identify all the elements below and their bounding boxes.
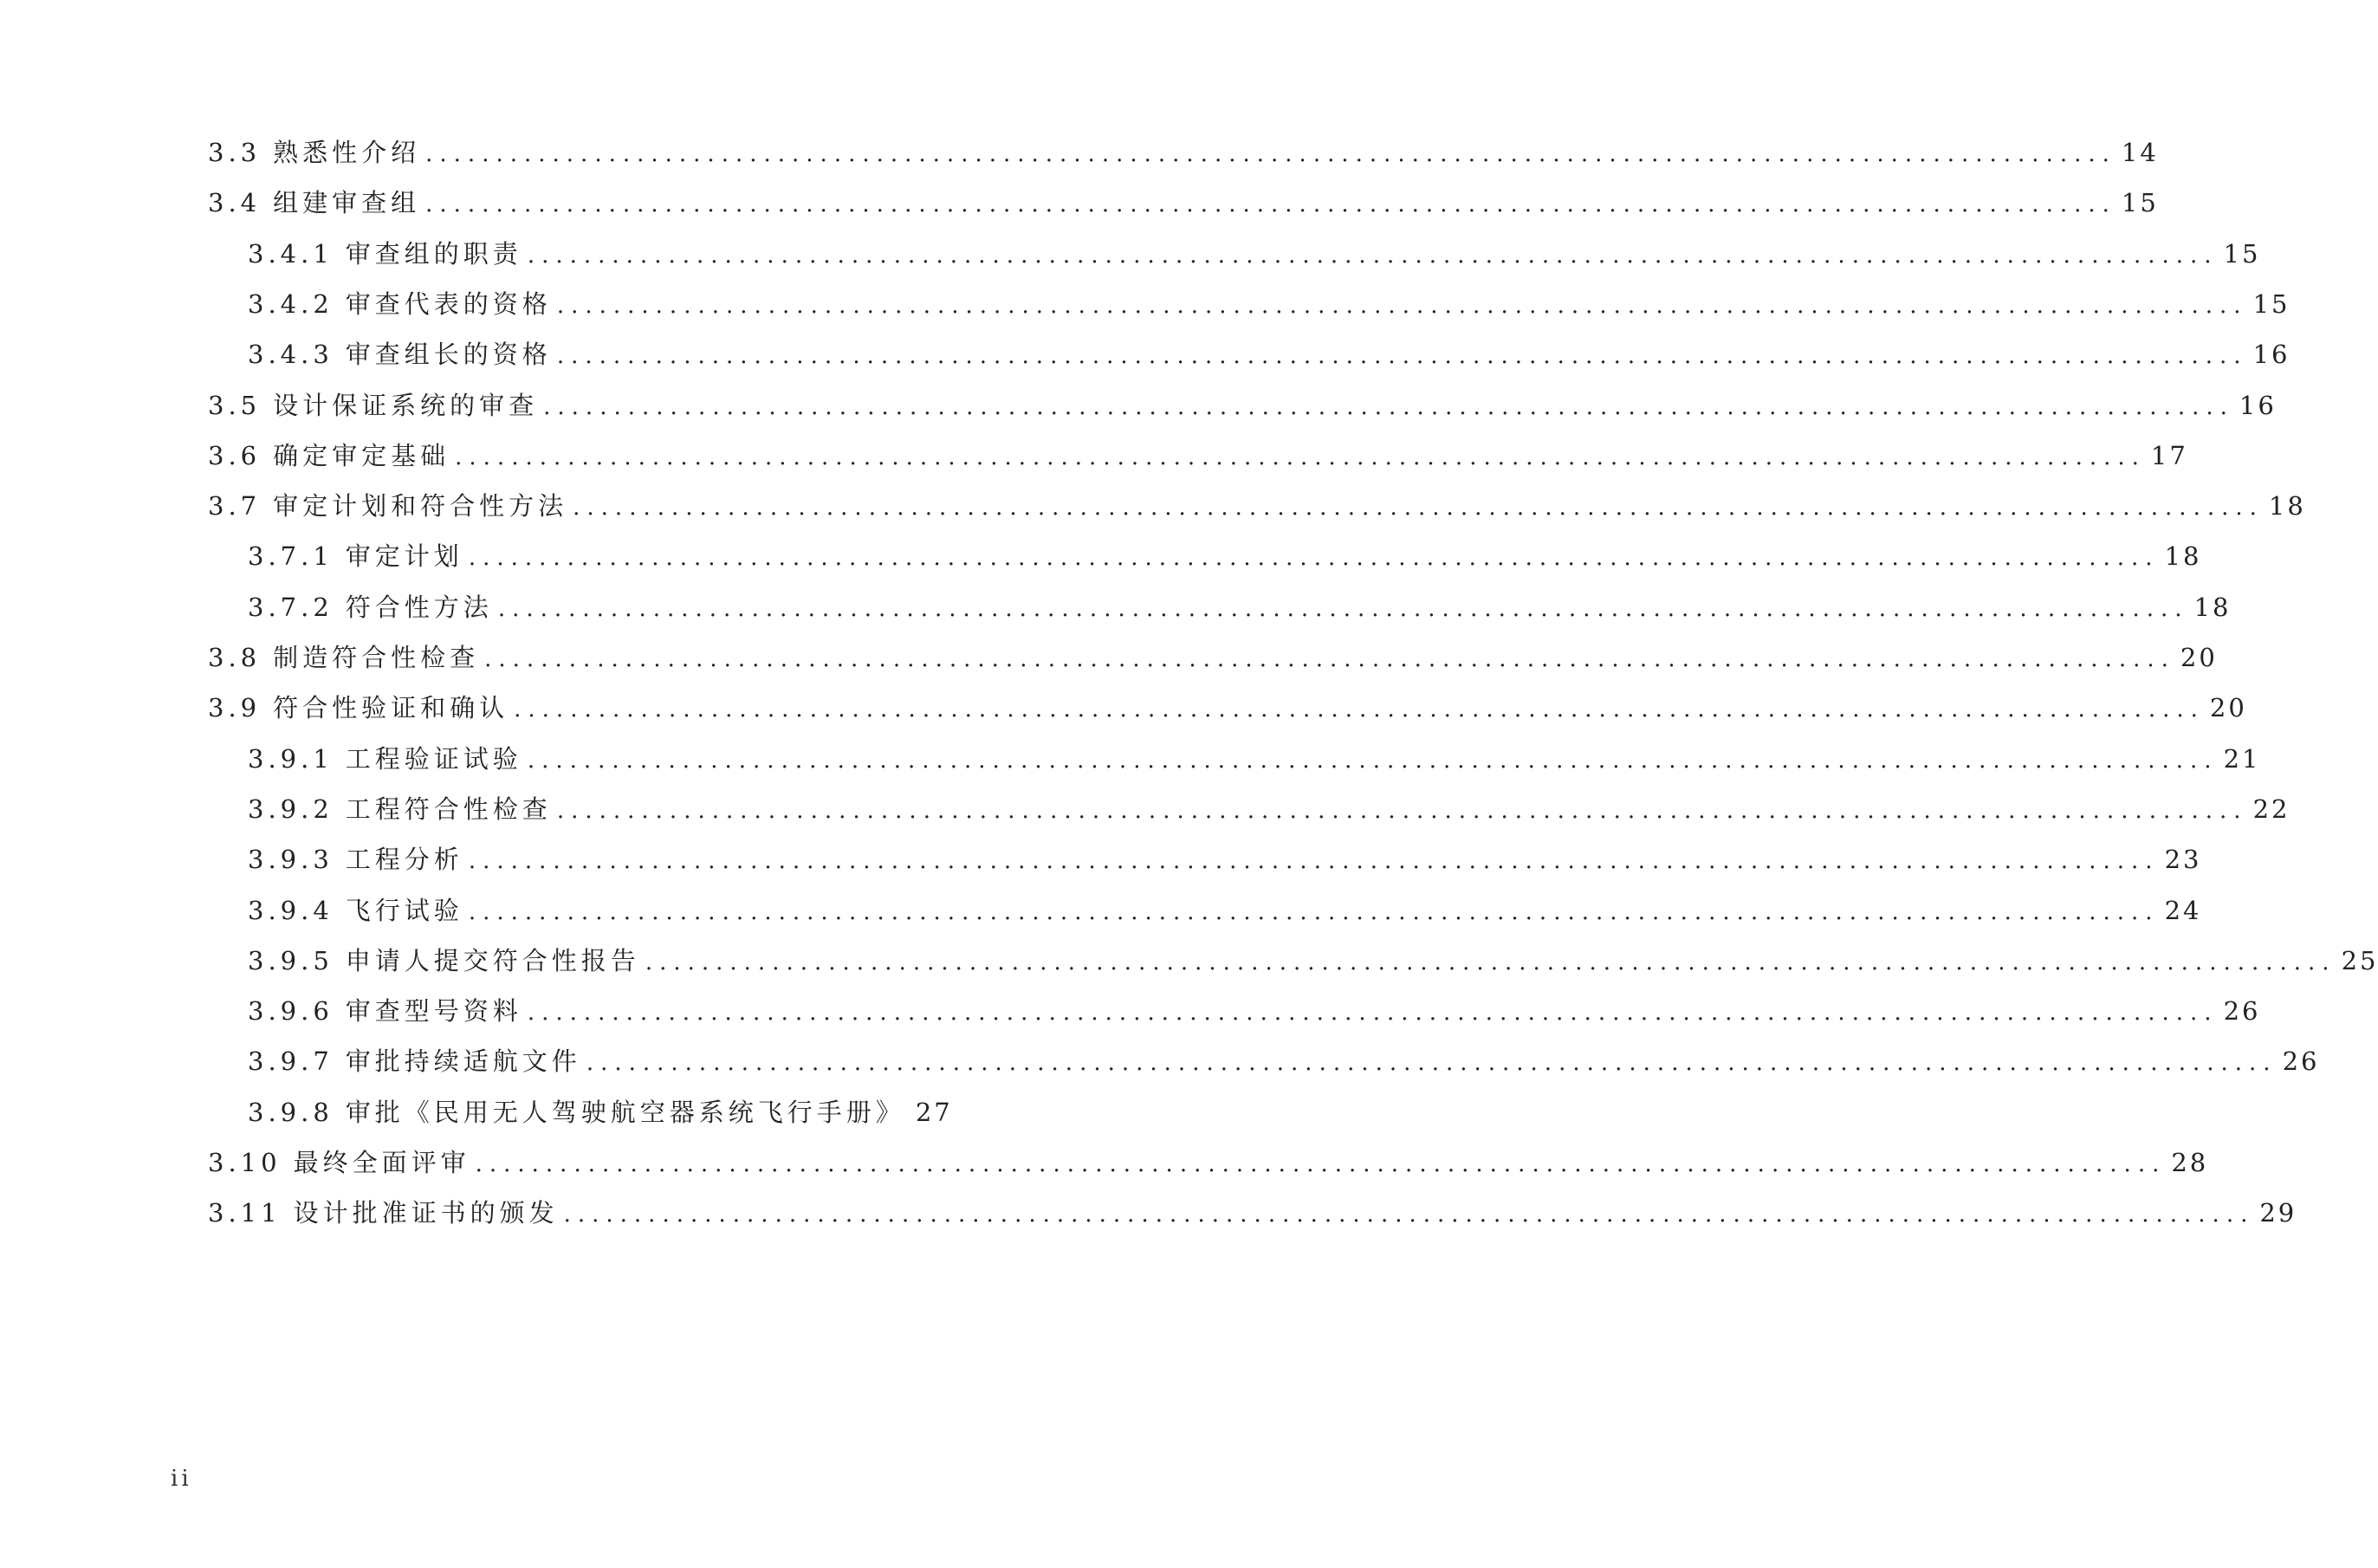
toc-dot-leader: ........................................................................................................................ — [514, 697, 2205, 723]
toc-entry-page: 26 — [2282, 1046, 2320, 1077]
toc-dot-leader: ........................................................................................................................ — [484, 646, 2175, 672]
toc-entry[interactable] — [248, 1095, 953, 1130]
toc-entry-title: 审批《民用无人驾驶航空器系统飞行手册》 — [345, 1097, 905, 1127]
toc-dot-leader: ........................................................................................................................ — [497, 595, 2189, 622]
toc-entry-title: 组建审查组 — [273, 188, 421, 218]
toc-entry-title: 确定审定基础 — [273, 440, 450, 470]
toc-entry[interactable] — [248, 590, 2232, 625]
toc-entry-number: 3.4.1 — [248, 238, 334, 269]
toc-entry-page: 28 — [2171, 1148, 2209, 1177]
toc-dot-leader: ........................................................................................................................ — [468, 898, 2160, 925]
toc-entry-page: 15 — [2252, 288, 2291, 319]
toc-dot-leader: ........................................................................................................................ — [556, 292, 2248, 319]
toc-dot-leader: ........................................................................................................................ — [543, 393, 2234, 420]
toc-entry-number: 3.4.3 — [248, 340, 334, 370]
toc-entry-title: 熟悉性介绍 — [273, 138, 421, 167]
toc-entry-title: 符合性验证和确认 — [273, 693, 509, 723]
toc-entry-number: 3.5 — [208, 390, 262, 420]
toc-entry[interactable] — [248, 943, 2378, 978]
toc-dot-leader: ........................................................................................................................ — [455, 444, 2146, 470]
toc-entry-number: 3.9 — [208, 693, 262, 723]
toc-entry-page: 27 — [915, 1097, 953, 1127]
toc-entry-page: 20 — [2209, 693, 2247, 723]
toc-entry-page: 24 — [2164, 895, 2202, 925]
page-number: ii — [171, 1466, 192, 1492]
toc-entry-page: 20 — [2180, 643, 2218, 672]
toc-entry[interactable] — [248, 539, 2202, 573]
toc-entry-page: 25 — [2341, 945, 2378, 975]
toc-entry-page: 18 — [2268, 491, 2306, 522]
toc-dot-leader: ........................................................................................................................ — [573, 495, 2264, 522]
toc-entry-page: 15 — [2223, 238, 2261, 269]
toc-entry-title: 工程验证试验 — [345, 743, 522, 774]
toc-entry[interactable] — [248, 337, 2291, 372]
toc-entry-page: 15 — [2121, 188, 2159, 218]
toc-entry-title: 审定计划和符合性方法 — [273, 491, 568, 522]
toc-entry[interactable] — [208, 438, 2188, 473]
toc-dot-leader: ........................................................................................................................ — [527, 1000, 2219, 1027]
toc-entry[interactable] — [208, 690, 2247, 725]
toc-entry-number: 3.9.5 — [248, 945, 334, 975]
toc-entry-number: 3.9.4 — [248, 895, 334, 925]
toc-entry-number: 3.9.3 — [248, 845, 334, 875]
toc-entry-number: 3.7.1 — [248, 541, 334, 572]
toc-entry[interactable] — [248, 792, 2291, 826]
toc-entry[interactable] — [208, 388, 2277, 423]
toc-entry-number: 3.9.8 — [248, 1097, 334, 1127]
toc-entry[interactable] — [208, 135, 2159, 170]
toc-entry-page: 21 — [2223, 743, 2261, 774]
toc-entry-number: 3.9.1 — [248, 743, 334, 774]
toc-entry-title: 审查组的职责 — [345, 238, 522, 269]
toc-entry-page: 29 — [2259, 1198, 2297, 1228]
toc-entry-title: 最终全面评审 — [293, 1148, 470, 1177]
toc-entry-title: 审批持续适航文件 — [345, 1046, 581, 1077]
toc-dot-leader: ........................................................................................................................ — [527, 747, 2219, 774]
toc-entry[interactable] — [208, 185, 2159, 220]
toc-entry-title: 符合性方法 — [345, 592, 493, 622]
toc-dot-leader: ........................................................................................................................ — [563, 1202, 2255, 1228]
toc-entry-title: 设计批准证书的颁发 — [293, 1198, 559, 1228]
toc-entry-title: 设计保证系统的审查 — [273, 390, 539, 420]
toc-entry-title: 申请人提交符合性报告 — [345, 945, 640, 975]
toc-entry[interactable] — [208, 1145, 2209, 1180]
toc-entry[interactable] — [248, 742, 2261, 776]
toc-entry-number: 3.4 — [208, 188, 262, 218]
toc-entry[interactable] — [248, 287, 2291, 321]
toc-entry-number: 3.9.6 — [248, 996, 334, 1027]
toc-dot-leader: ........................................................................................................................ — [556, 797, 2248, 824]
toc-entry-title: 工程分析 — [345, 845, 463, 875]
toc-entry-title: 审定计划 — [345, 541, 463, 572]
toc-entry[interactable] — [248, 1044, 2320, 1079]
toc-dot-leader: ........................................................................................................................ — [586, 1050, 2278, 1077]
toc-entry-title: 飞行试验 — [345, 895, 463, 925]
toc-entry-number: 3.11 — [208, 1198, 282, 1228]
toc-entry-title: 工程符合性检查 — [345, 794, 552, 824]
toc-entry-title: 审查组长的资格 — [345, 340, 552, 370]
toc-dot-leader: ........................................................................................................................ — [468, 848, 2160, 875]
toc-dot-leader: ........................................................................................................................ — [475, 1151, 2167, 1177]
toc-entry-page: 16 — [2252, 340, 2291, 370]
toc-entry-number: 3.10 — [208, 1148, 282, 1177]
toc-entry-page: 18 — [2164, 541, 2202, 572]
toc-entry-page: 22 — [2252, 794, 2291, 824]
toc-entry[interactable] — [208, 640, 2218, 675]
toc-entry-page: 23 — [2164, 845, 2202, 875]
toc-entry[interactable] — [248, 994, 2261, 1028]
toc-entry[interactable] — [248, 893, 2202, 928]
toc-dot-leader: ........................................................................................................................ — [425, 191, 2116, 218]
toc-entry-title: 审查代表的资格 — [345, 288, 552, 319]
toc-entry[interactable] — [248, 842, 2202, 877]
toc-dot-leader: ........................................................................................................................ — [527, 242, 2219, 269]
toc-entry-number: 3.8 — [208, 643, 262, 672]
toc-dot-leader: ........................................................................................................................ — [556, 343, 2248, 370]
toc-dot-leader: ........................................................................................................................ — [468, 545, 2160, 572]
toc-entry-number: 3.4.2 — [248, 288, 334, 319]
toc-dot-leader: ........................................................................................................................ — [645, 949, 2336, 975]
toc-entry-title: 审查型号资料 — [345, 996, 522, 1027]
toc-entry-page: 17 — [2150, 440, 2188, 470]
toc-entry[interactable] — [208, 1195, 2297, 1230]
toc-entry-number: 3.7 — [208, 491, 262, 522]
toc-entry-number: 3.9.7 — [248, 1046, 334, 1077]
toc-entry-page: 14 — [2121, 138, 2159, 167]
toc-entry-number: 3.7.2 — [248, 592, 334, 622]
toc-dot-leader: ........................................................................................................................ — [425, 141, 2116, 167]
toc-entry-page: 26 — [2223, 996, 2261, 1027]
toc-entry[interactable] — [248, 236, 2261, 271]
toc-entry-number: 3.3 — [208, 138, 262, 167]
toc-entry-page: 18 — [2193, 592, 2232, 622]
toc-entry-title: 制造符合性检查 — [273, 643, 480, 672]
toc-entry-number: 3.9.2 — [248, 794, 334, 824]
toc-entry-number: 3.6 — [208, 440, 262, 470]
toc-entry[interactable] — [208, 489, 2306, 523]
toc-entry-page: 16 — [2239, 390, 2277, 420]
